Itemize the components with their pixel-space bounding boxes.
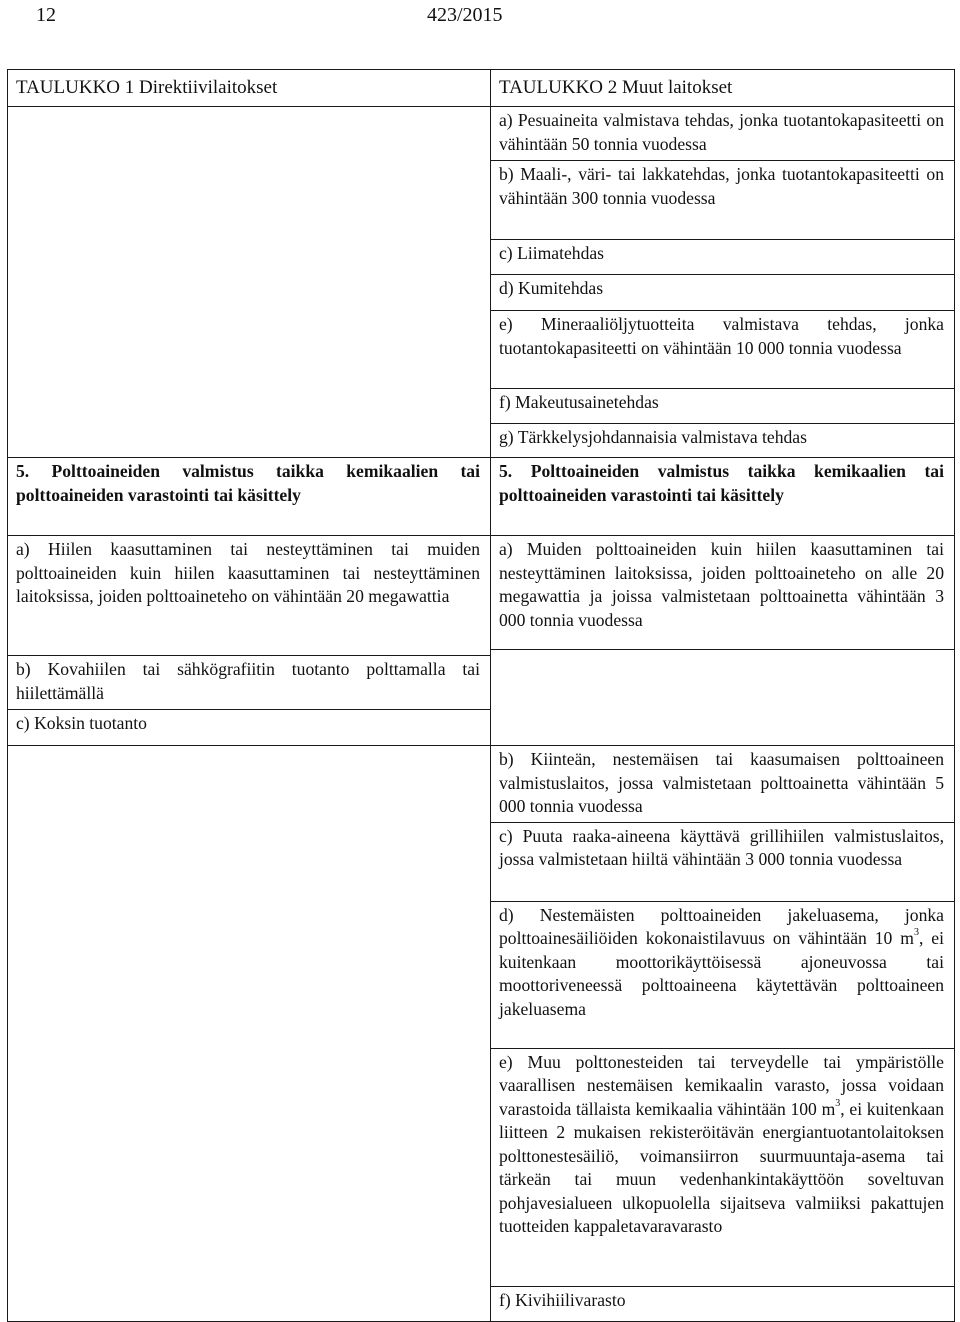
table1-empty-cell — [8, 107, 491, 458]
table2-item-c: c) Liimatehdas — [491, 240, 955, 275]
table1-section-5a: a) Hiilen kaasuttaminen tai nesteyttäminen tai muiden polttoaineiden kuin hiilen kaasuttaminen tai nesteyttäminen laitoksissa, joiden polttoaineteho on vähintään 20 megawattia — [8, 536, 491, 656]
table2-title: TAULUKKO 2 Muut laitokset — [491, 70, 955, 107]
table2-item-e: e) Mineraaliöljytuotteita valmistava tehdas, jonka tuotantokapasiteetti on vähintään 10 000 tonnia vuodessa — [491, 311, 955, 389]
table2-item-a: a) Pesuaineita valmistava tehdas, jonka tuotantokapasiteetti on vähintään 50 tonnia vuodessa — [491, 107, 955, 161]
table-row — [8, 107, 955, 161]
table-row — [8, 746, 955, 823]
table2-item-d: d) Kumitehdas — [491, 275, 955, 311]
table-row — [8, 458, 955, 536]
table2-section-5e — [491, 1048, 955, 1286]
superscript-3: 3 — [913, 927, 919, 939]
table1-section-5-heading: 5. Polttoaineiden valmistus taikka kemikaalien tai polttoaineiden varastointi tai käsittely — [8, 458, 491, 536]
table2-section-5c: c) Puuta raaka-aineena käyttävä grillihiilen valmistuslaitos, jossa valmistetaan hiiltä vähintään 3 000 tonnia vuodessa — [491, 822, 955, 901]
table2-empty-cell — [491, 650, 955, 746]
superscript-3: 3 — [835, 1097, 841, 1109]
table2-section-5f: f) Kivihiilivarasto — [491, 1286, 955, 1321]
table2-item-b: b) Maali-, väri- tai lakkatehdas, jonka tuotantokapasiteetti on vähintään 300 tonnia vuodessa — [491, 161, 955, 240]
table-row — [8, 536, 955, 650]
section-5d-text-end: , ei kuitenkaan moottorikäyttöisessä ajoneuvossa tai moottoriveneessä polttoaineena käytettävän polttoaineen jakeluasema — [499, 928, 945, 1019]
section-5d-text-start: d) Nestemäisten polttoaineiden jakeluasema, jonka polttoainesäiliöiden kokonaistilavuus on vähintään 10 m — [499, 904, 944, 948]
document-reference: 423/2015 — [427, 4, 503, 26]
page-number: 12 — [36, 4, 56, 26]
table2-section-5a: a) Muiden polttoaineiden kuin hiilen kaasuttaminen tai nesteyttäminen laitoksissa, joiden polttoaineteho on alle 20 megawattia ja joissa valmistetaan polttoainetta vähintään 3 000 tonnia vuodessa — [491, 536, 955, 650]
table2-item-f: f) Makeutusainetehdas — [491, 389, 955, 424]
table-header-row — [8, 70, 955, 107]
section-5e-text-start: e) Muu polttonesteiden tai terveydelle tai ympäristölle vaarallisen nestemäisen kemikaalin varasto, jossa voidaan varastoida tällaista kemikaalia vähintään 100 m — [499, 1051, 944, 1119]
table1-title: TAULUKKO 1 Direktiivilaitokset — [8, 70, 491, 107]
section-5e-text-end: , ei kuitenkaan liitteen 2 mukaisen rekisteröitävän energiantuotantolaitoksen polttonestesäiliö, voimansiirron suurmuuntaja-asema tai tärkeän tai muun vedenhankintakäyttöön soveltuvan pohjavesialueen ulkopuolella sijaitseva valmiiksi pakattujen tuotteiden kappaletavaravarasto — [499, 1098, 944, 1236]
page-header — [0, 0, 960, 40]
facility-table — [7, 69, 955, 1322]
table2-item-g: g) Tärkkelysjohdannaisia valmistava tehdas — [491, 424, 955, 458]
table1-section-5b: b) Kovahiilen tai sähkögrafiitin tuotanto polttamalla tai hiilettämällä — [8, 656, 491, 710]
table2-section-5-heading: 5. Polttoaineiden valmistus taikka kemikaalien tai polttoaineiden varastointi tai käsittely — [491, 458, 955, 536]
table2-section-5d — [491, 901, 955, 1048]
table1-section-5c: c) Koksin tuotanto — [8, 710, 491, 746]
table1-empty-cell-lower — [8, 746, 491, 1322]
table2-section-5b: b) Kiinteän, nestemäisen tai kaasumaisen polttoaineen valmistuslaitos, jossa valmistetaan polttoainetta vähintään 5 000 tonnia vuodessa — [491, 746, 955, 823]
